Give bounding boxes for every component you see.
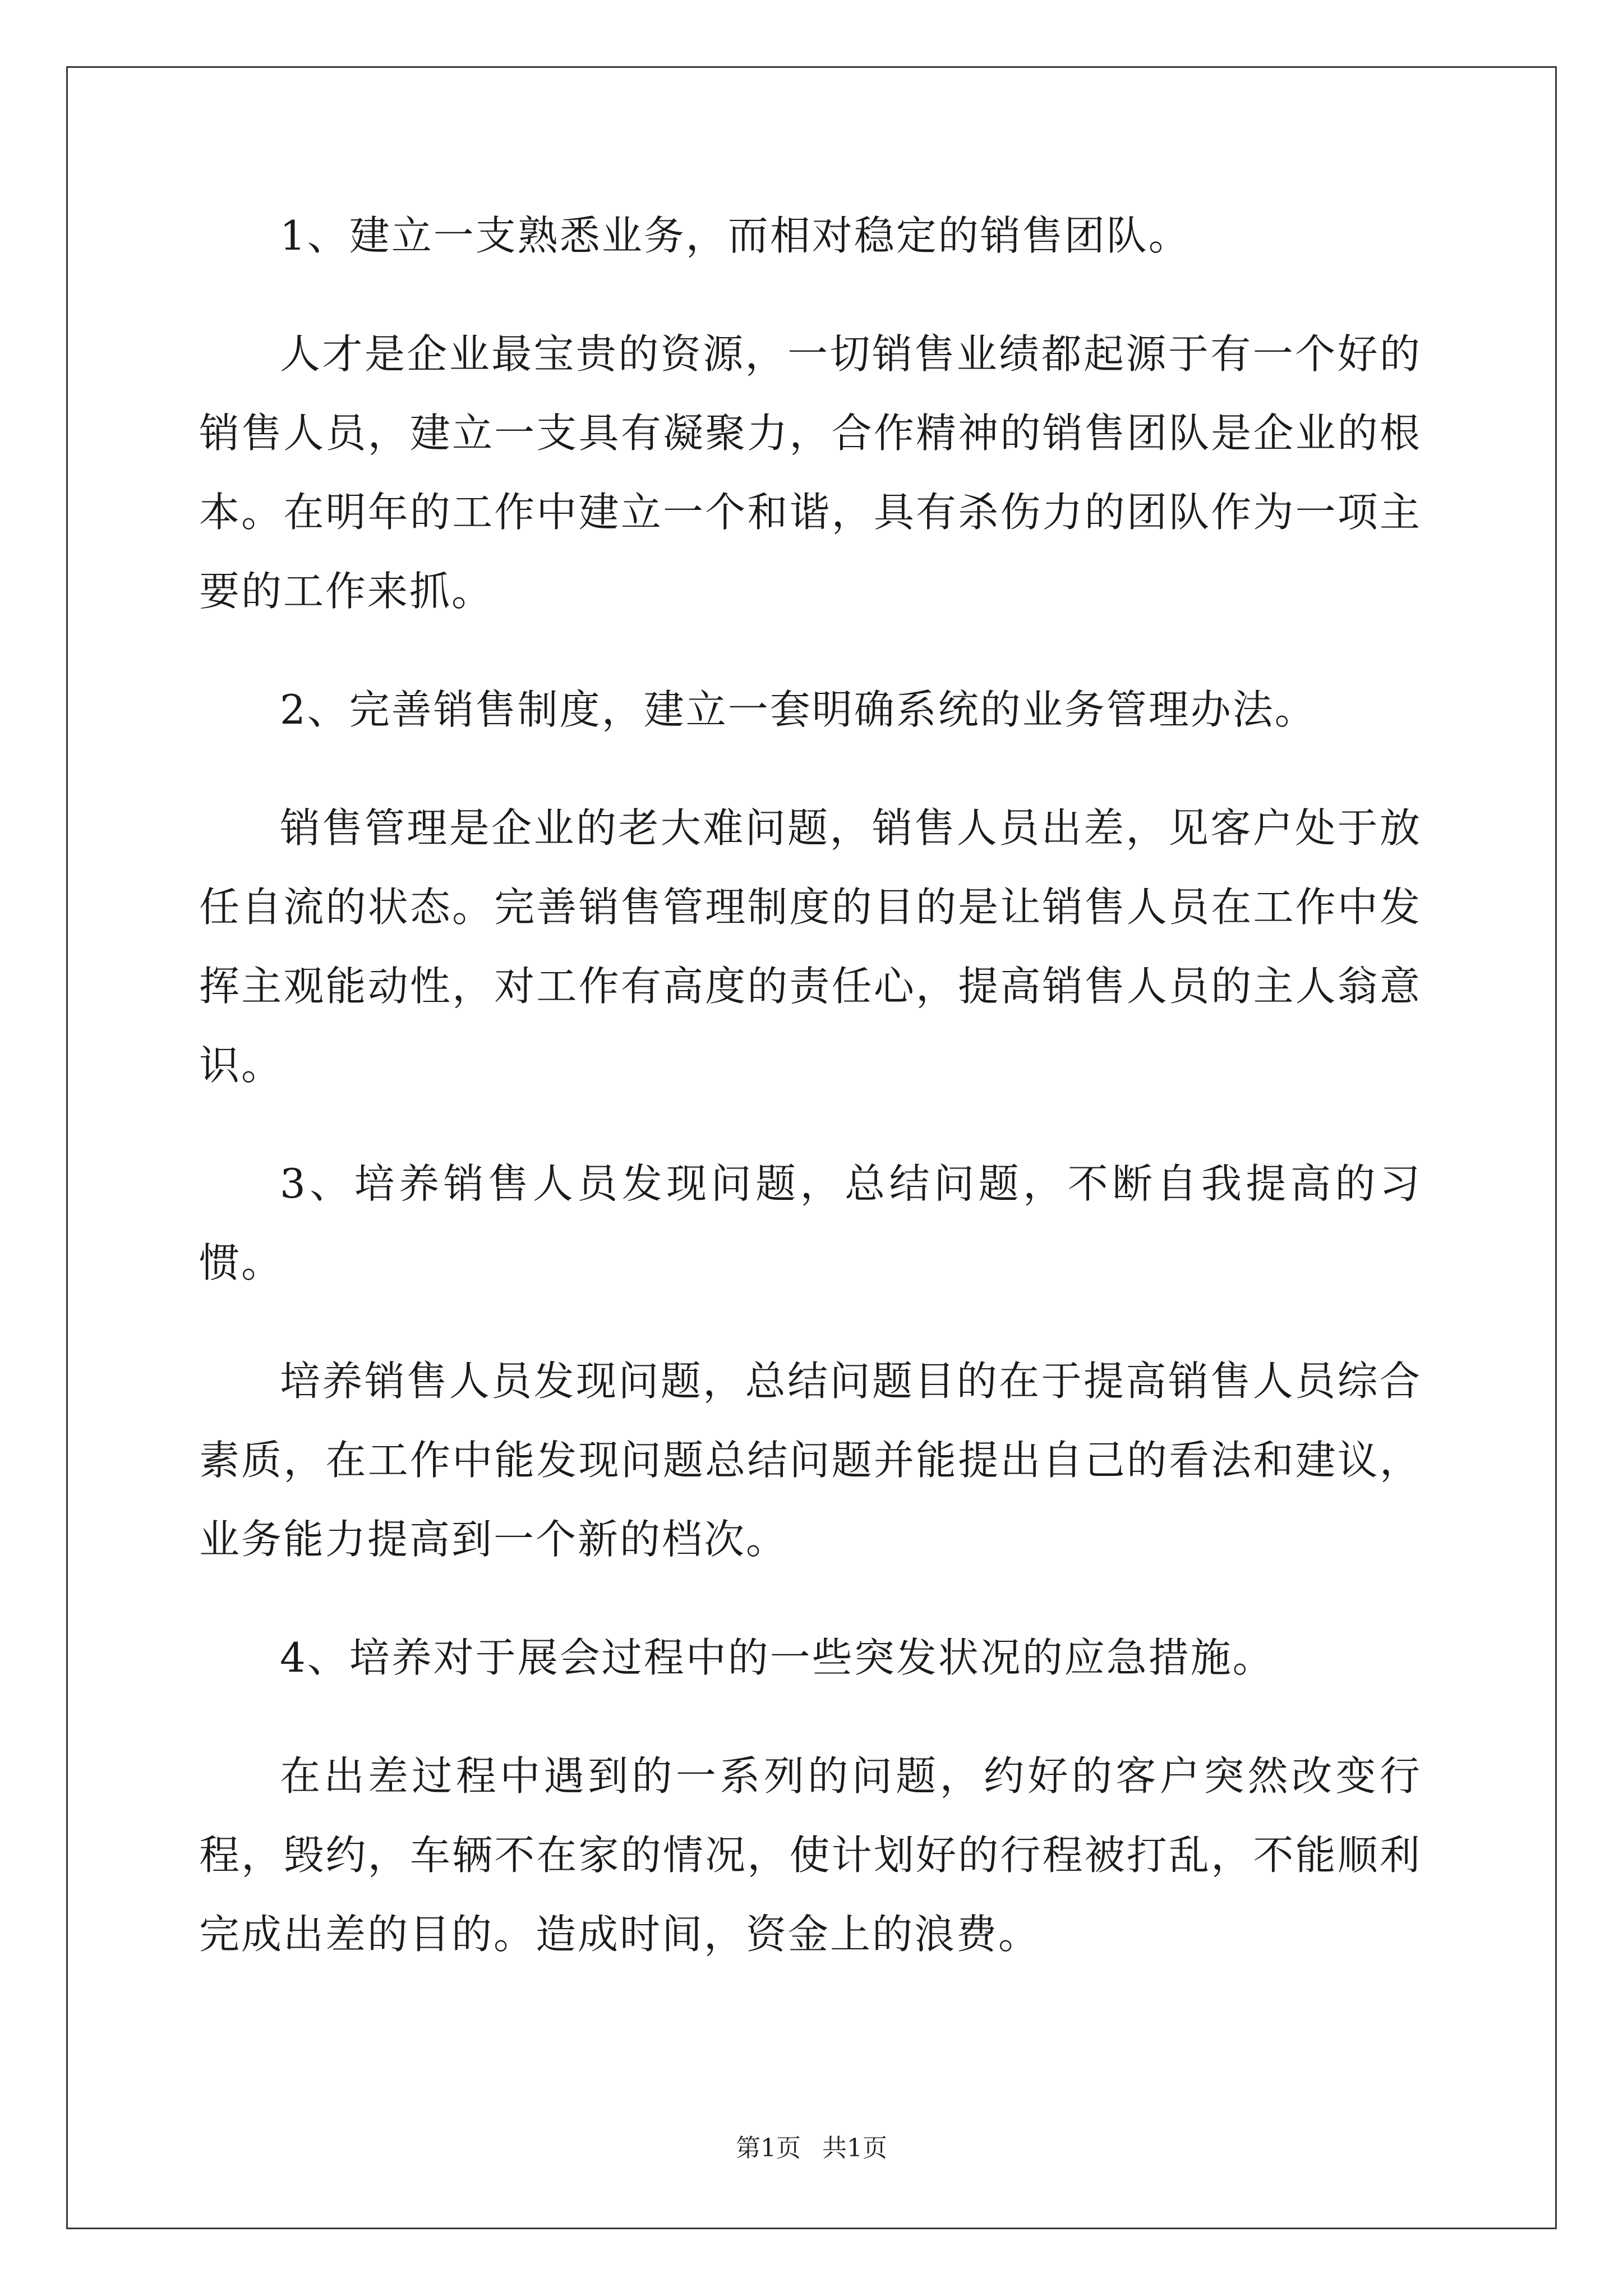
section-heading-4: 4、培养对于展会过程中的一些突发状况的应急措施。 [280, 1634, 1275, 1681]
document-body [199, 196, 1422, 2013]
section-body-2: 销售管理是企业的老大难问题，销售人员出差，见客户处于放任自流的状态。完善销售管理制度的目的是让销售人员在工作中发挥主观能动性，对工作有高度的责任心，提高销售人员的主人翁意识。 [199, 804, 1422, 1089]
section-body-1: 人才是企业最宝贵的资源，一切销售业绩都起源于有一个好的销售人员，建立一支具有凝聚力，合作精神的销售团队是企业的根本。在明年的工作中建立一个和谐，具有杀伤力的团队作为一项主要的工作来抓。 [199, 330, 1422, 615]
page-footer [0, 2132, 1623, 2165]
page-number-total: 共1页 [822, 2134, 887, 2162]
section-heading-2: 2、完善销售制度，建立一套明确系统的业务管理办法。 [280, 686, 1317, 733]
section-body-3: 培养销售人员发现问题，总结问题目的在于提高销售人员综合素质，在工作中能发现问题总结问题并能提出自己的看法和建议，业务能力提高到一个新的档次。 [199, 1358, 1422, 1563]
section-body-4: 在出差过程中遇到的一系列的问题，约好的客户突然改变行程，毁约，车辆不在家的情况，使计划好的行程被打乱，不能顺利完成出差的目的。造成时间，资金上的浪费。 [199, 1752, 1422, 1958]
section-heading-1: 1、建立一支熟悉业务，而相对稳定的销售团队。 [280, 212, 1191, 259]
page-number-current: 第1页 [736, 2134, 801, 2162]
section-heading-3: 3、培养销售人员发现问题，总结问题，不断自我提高的习惯。 [199, 1160, 1422, 1286]
